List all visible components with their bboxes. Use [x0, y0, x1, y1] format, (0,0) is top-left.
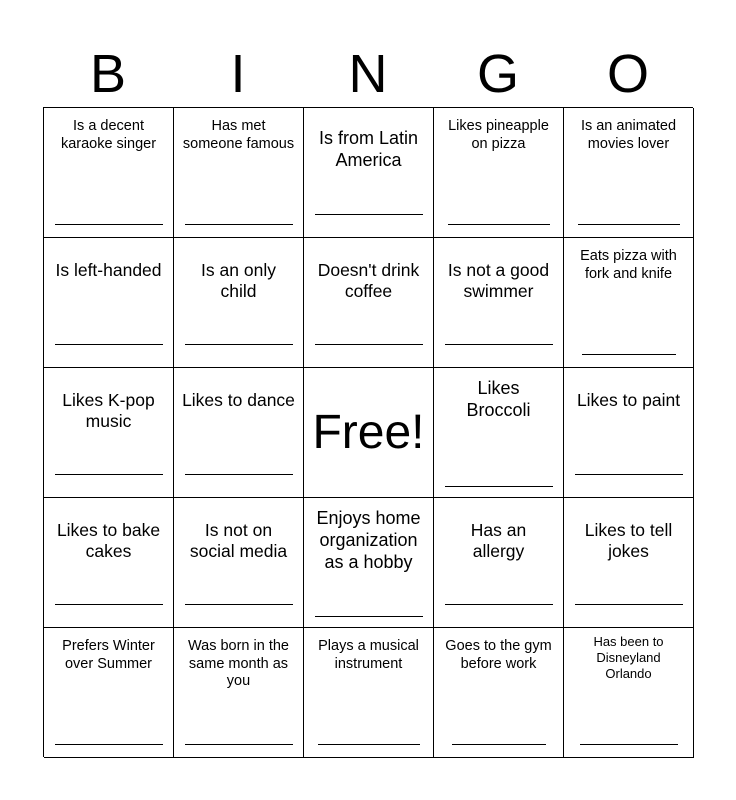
- bingo-cell[interactable]: [174, 238, 304, 368]
- cell-label: Has an allergy: [470, 520, 527, 562]
- bingo-cell[interactable]: [174, 628, 304, 758]
- bingo-cell[interactable]: [564, 108, 694, 238]
- cell-label: Likes pineapple on pizza: [448, 118, 549, 152]
- cell-label: Was born in the same month as you: [187, 638, 289, 690]
- signature-line: [185, 604, 293, 605]
- signature-line: [185, 744, 293, 745]
- signature-line: [55, 344, 163, 345]
- bingo-cell[interactable]: [44, 108, 174, 238]
- signature-line: [55, 604, 163, 605]
- signature-line: [55, 474, 163, 475]
- bingo-cell[interactable]: [434, 108, 564, 238]
- signature-line: [318, 744, 420, 745]
- cell-label: Likes to dance: [182, 390, 295, 410]
- cell-label: Goes to the gym before work: [445, 638, 552, 672]
- signature-line: [185, 474, 293, 475]
- signature-line: [185, 344, 293, 345]
- signature-line: [575, 474, 683, 475]
- signature-line: [445, 486, 553, 487]
- cell-label: Is an only child: [201, 260, 276, 302]
- header-letter-i: I: [230, 44, 246, 104]
- bingo-cell[interactable]: [304, 628, 434, 758]
- cell-label: Is not a good swimmer: [447, 260, 550, 302]
- header-letter-g: G: [476, 44, 519, 104]
- cell-label: Doesn't drink coffee: [317, 260, 420, 302]
- bingo-cell[interactable]: [174, 108, 304, 238]
- bingo-cell[interactable]: [174, 498, 304, 628]
- bingo-cell[interactable]: [434, 498, 564, 628]
- signature-line: [55, 744, 163, 745]
- cell-label: Plays a musical instrument: [318, 638, 419, 672]
- bingo-card: [43, 107, 693, 757]
- header-letter-n: N: [348, 44, 388, 104]
- cell-label: Has met someone famous: [182, 118, 295, 152]
- bingo-cell[interactable]: [44, 628, 174, 758]
- bingo-header: [43, 40, 693, 108]
- signature-line: [315, 344, 423, 345]
- cell-label: Has been to Disneyland Orlando: [593, 634, 664, 681]
- cell-label: Likes K-pop music: [62, 390, 155, 432]
- bingo-cell[interactable]: [434, 368, 564, 498]
- cell-label: Likes to paint: [576, 390, 681, 410]
- cell-label: Enjoys home organization as a hobby: [316, 508, 421, 572]
- signature-line: [575, 604, 683, 605]
- signature-line: [315, 214, 423, 215]
- bingo-cell[interactable]: [304, 238, 434, 368]
- signature-line: [445, 604, 553, 605]
- bingo-cell[interactable]: [44, 498, 174, 628]
- cell-label: Is not on social media: [189, 520, 288, 562]
- signature-line: [55, 224, 163, 225]
- cell-label: Is left-handed: [55, 260, 162, 280]
- signature-line: [582, 354, 676, 355]
- cell-label: Likes to bake cakes: [56, 520, 161, 562]
- cell-label: Likes Broccoli: [466, 378, 531, 420]
- cell-label: Is a decent karaoke singer: [60, 118, 157, 152]
- cell-label: Eats pizza with fork and knife: [580, 248, 677, 282]
- cell-label: Is an animated movies lover: [580, 118, 677, 152]
- bingo-cell[interactable]: [434, 238, 564, 368]
- signature-line: [315, 616, 423, 617]
- bingo-cell[interactable]: [174, 368, 304, 498]
- signature-line: [185, 224, 293, 225]
- bingo-cell[interactable]: [44, 368, 174, 498]
- signature-line: [452, 744, 546, 745]
- signature-line: [445, 344, 553, 345]
- bingo-cell[interactable]: [564, 368, 694, 498]
- header-letter-o: O: [606, 44, 649, 104]
- cell-label: Is from Latin America: [318, 128, 419, 170]
- bingo-cell[interactable]: [564, 628, 694, 758]
- bingo-cell[interactable]: [564, 238, 694, 368]
- bingo-cell[interactable]: [304, 498, 434, 628]
- cell-label: Likes to tell jokes: [584, 520, 673, 562]
- free-space-label: Free!: [312, 406, 425, 459]
- bingo-cell[interactable]: [304, 108, 434, 238]
- bingo-cell[interactable]: [434, 628, 564, 758]
- bingo-cell[interactable]: [44, 238, 174, 368]
- free-space-cell[interactable]: [304, 368, 434, 498]
- cell-label: Prefers Winter over Summer: [62, 638, 155, 672]
- signature-line: [578, 224, 680, 225]
- bingo-cell[interactable]: [564, 498, 694, 628]
- header-letter-b: B: [89, 44, 127, 104]
- signature-line: [580, 744, 678, 745]
- signature-line: [448, 224, 550, 225]
